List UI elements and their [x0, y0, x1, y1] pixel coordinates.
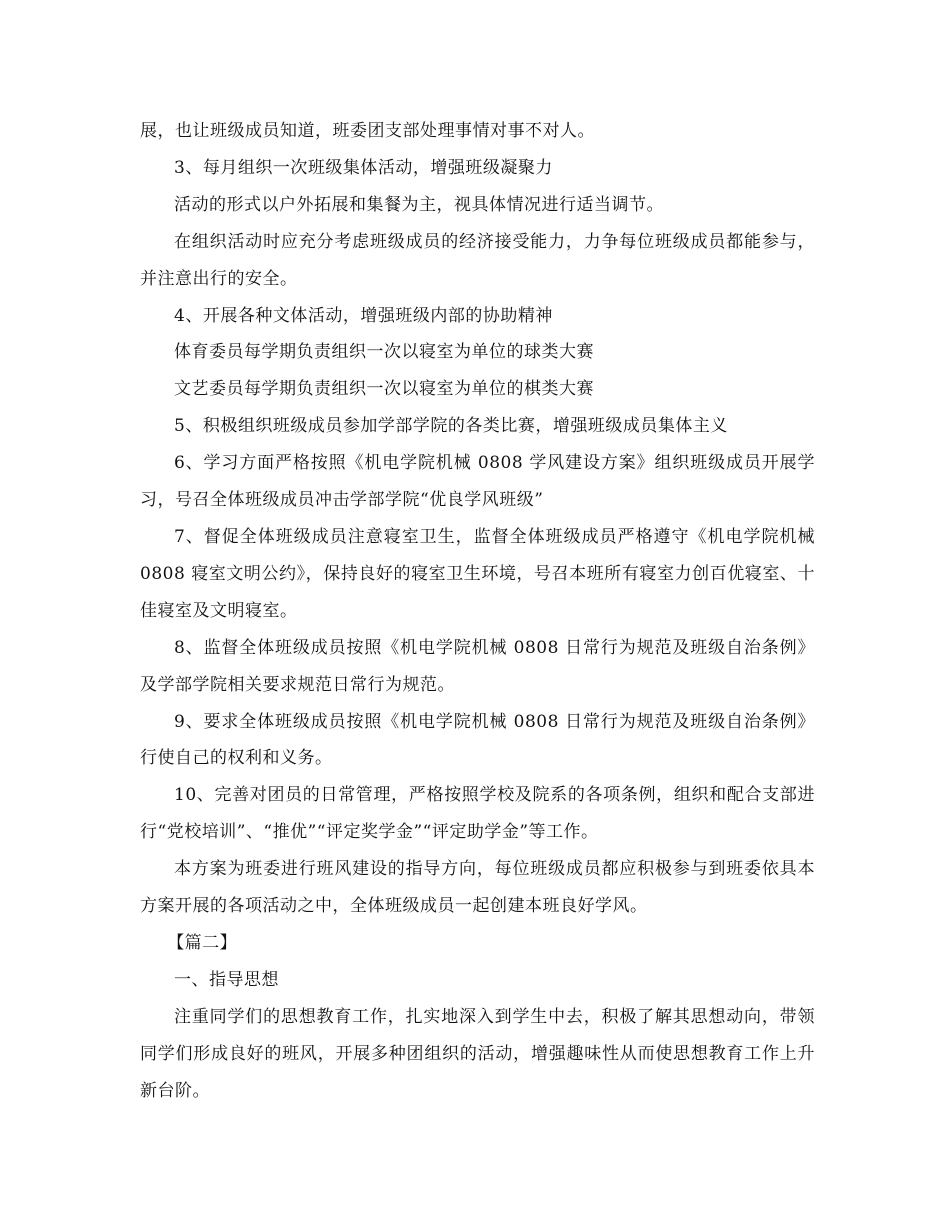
- paragraph-5: 4、开展各种文体活动，增强班级内部的协助精神: [174, 305, 553, 326]
- paragraph-3: 活动的形式以户外拓展和集餐为主，视具体情况进行适当调节。: [174, 194, 664, 215]
- final-paragraph: 注重同学们的思想教育工作，扎实地深入到学生中去，积极了解其思想动向，带领同学们形成良好的班风，开展多种团组织的活动，增强趣味性从而使思想教育工作上升新台阶。: [140, 1006, 815, 1101]
- paragraph-2: 3、每月组织一次班级集体活动，增强班级凝聚力: [174, 157, 553, 178]
- paragraph-10: 7、督促全体班级成员注意寝室卫生，监督全体班级成员严格遵守《机电学院机械 0808 寝室文明公约》，保持良好的寝室卫生环境，号召本班所有寝室力创百优寝室、十佳寝室及文明寝室。: [140, 526, 815, 621]
- paragraph-8: 5、积极组织班级成员参加学部学院的各类比赛，增强班级成员集体主义: [174, 416, 728, 437]
- paragraph-7: 文艺委员每学期负责组织一次以寝室为单位的棋类大赛: [174, 379, 594, 400]
- paragraph-4: 在组织活动时应充分考虑班级成员的经济接受能力，力争每位班级成员都能参与，并注意出行的安全。: [140, 231, 815, 289]
- document-body: [140, 113, 815, 1109]
- paragraph-6: 体育委员每学期负责组织一次以寝室为单位的球类大赛: [174, 342, 594, 363]
- subheading: 一、指导思想: [174, 969, 279, 990]
- paragraph-12: 9、要求全体班级成员按照《机电学院机械 0808 日常行为规范及班级自治条例》行使自己的权利和义务。: [140, 711, 815, 769]
- paragraph-14: 本方案为班委进行班风建设的指导方向，每位班级成员都应积极参与到班委依具本方案开展的各项活动之中，全体班级成员一起创建本班良好学风。: [140, 859, 815, 917]
- paragraph-1: 展，也让班级成员知道，班委团支部处理事情对事不对人。: [140, 121, 595, 141]
- section-heading: 【篇二】: [167, 932, 238, 953]
- paragraph-11: 8、监督全体班级成员按照《机电学院机械 0808 日常行为规范及班级自治条例》及学部学院相关要求规范日常行为规范。: [140, 637, 815, 695]
- paragraph-9: 6、学习方面严格按照《机电学院机械 0808 学风建设方案》组织班级成员开展学习，号召全体班级成员冲击学部学院“优良学风班级”: [140, 453, 815, 511]
- paragraph-13: 10、完善对团员的日常管理，严格按照学校及院系的各项条例，组织和配合支部进行“党校培训”、“推优”“评定奖学金”“评定助学金”等工作。: [140, 785, 815, 843]
